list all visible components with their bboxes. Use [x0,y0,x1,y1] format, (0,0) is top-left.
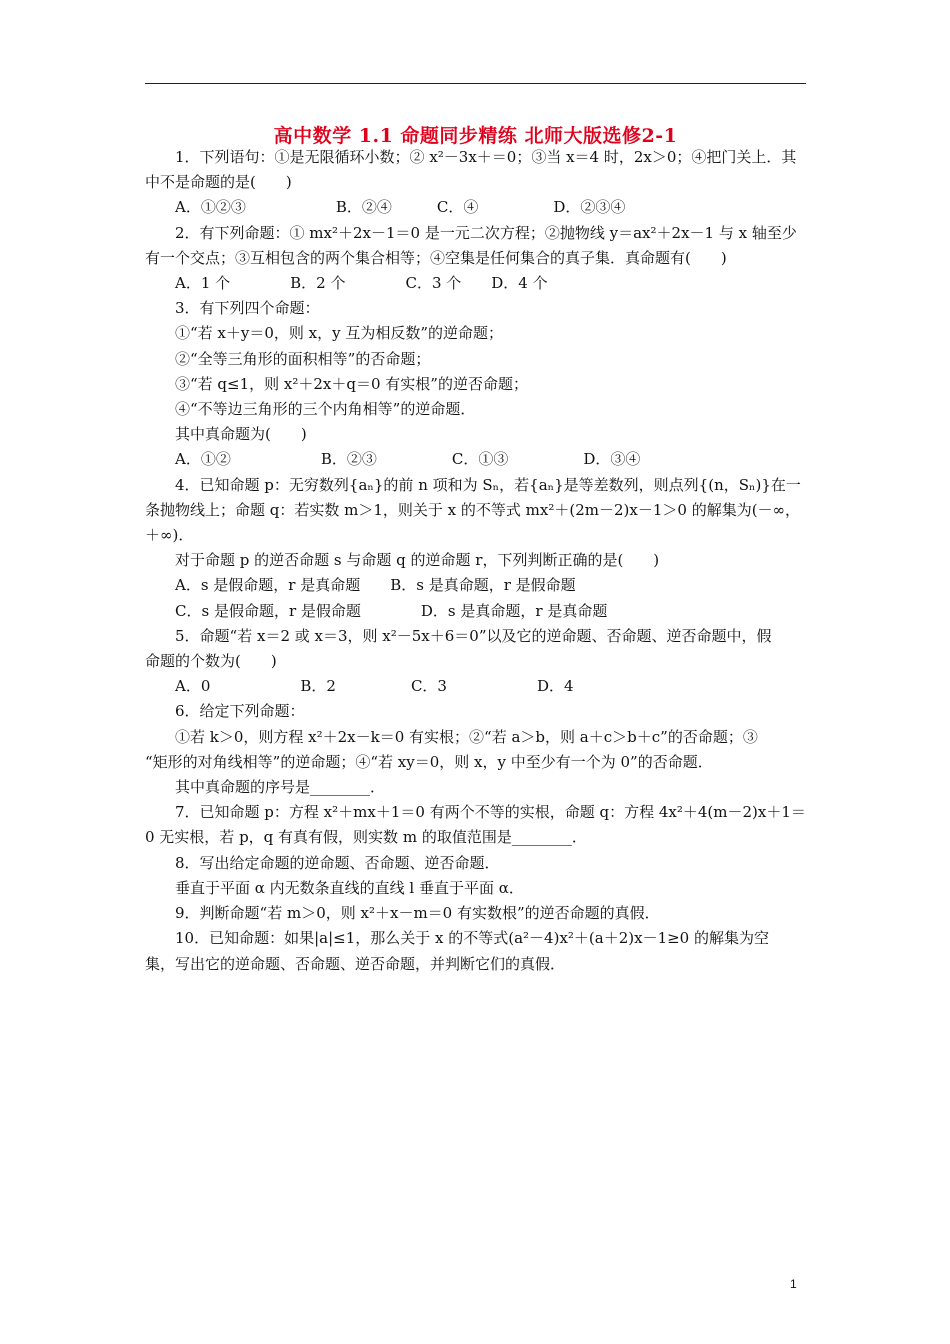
text-line: 条抛物线上；命题 q：若实数 m＞1，则关于 x 的不等式 mx²＋(2m－2)x－1＞0 的解集为(－∞， [145,500,801,519]
text-line: 5．命题“若 x＝2 或 x＝3，则 x²－5x＋6＝0”以及它的逆命题、否命题、逆否命题中，假 [175,626,772,645]
page-number: 1 [790,1277,797,1291]
document-title: 高中数学 1.1 命题同步精练 北师大版选修2-1 [273,125,678,147]
header-rule [145,83,806,84]
text-line: 9．判断命题“若 m＞0，则 x²＋x－m＝0 有实数根”的逆否命题的真假． [175,904,660,923]
text-line: 2．有下列命题：① mx²＋2x－1＝0 是一元二次方程；②抛物线 y＝ax²＋2x－1 与 x 轴至少 [175,223,797,242]
text-line: 0 无实根，若 p，q 有真有假，则实数 m 的取值范围是________． [145,828,587,847]
text-line: 集，写出它的逆命题、否命题、逆否命题，并判断它们的真假． [145,954,566,973]
text-line: 有一个交点；③互相包含的两个集合相等；④空集是任何集合的真子集．真命题有( ) [145,248,727,267]
text-line: ＋∞)． [145,526,194,545]
text-line: 7．已知命题 p：方程 x²＋mx＋1＝0 有两个不等的实根，命题 q：方程 4x²＋4(m－2)x＋1＝ [175,803,806,822]
text-line: 10．已知命题：如果|a|≤1，那么关于 x 的不等式(a²－4)x²＋(a＋2)x－1≥0 的解集为空 [175,929,769,948]
text-line: 命题的个数为( ) [145,652,277,671]
text-line: 8．写出给定命题的逆命题、否命题、逆否命题． [175,853,500,872]
text-line: A．①②③ B．②④ C．④ D．②③④ [175,198,626,217]
text-line: ③“若 q≤1，则 x²＋2x＋q＝0 有实根”的逆否命题； [175,374,528,393]
text-line: A．①② B．②③ C．①③ D．③④ [175,450,641,469]
text-line: 6．给定下列命题： [175,702,305,721]
text-line: A．1 个 B．2 个 C．3 个 D．4 个 [175,274,548,293]
text-line: ①“若 x＋y＝0，则 x，y 互为相反数”的逆命题； [175,324,504,343]
text-line: A．s 是假命题，r 是真命题 B．s 是真命题，r 是假命题 [175,576,576,595]
text-line: 1．下列语句：①是无限循环小数；② x²－3x＋＝0；③当 x＝4 时，2x＞0；④把门关上．其 [175,148,797,166]
text-line: A．0 B．2 C．3 D．4 [175,677,574,696]
text-line: 3．有下列四个命题： [175,299,320,318]
text-line: C．s 是假命题，r 是假命题 D．s 是真命题，r 是真命题 [175,601,608,620]
text-line: “矩形的对角线相等”的逆命题；④“若 xy＝0，则 x，y 中至少有一个为 0”的否命题． [145,752,713,771]
text-line: ②“全等三角形的面积相等”的否命题； [175,349,431,368]
text-line: 其中真命题为( ) [175,425,307,444]
text-line: 4．已知命题 p：无穷数列{aₙ}的前 n 项和为 Sₙ，若{aₙ}是等差数列，则点列{(n，Sₙ)}在一 [175,475,801,494]
text-line: 垂直于平面 α 内无数条直线的直线 l 垂直于平面 α． [175,878,524,897]
text-line: 其中真命题的序号是________． [175,778,386,797]
text-line: 中不是命题的是( ) [145,173,292,192]
text-line: ④“不等边三角形的三个内角相等”的逆命题． [175,400,476,419]
document-body [145,145,807,977]
text-line: 对于命题 p 的逆否命题 s 与命题 q 的逆命题 r，下列判断正确的是( ) [175,551,660,570]
text-line: ①若 k＞0，则方程 x²＋2x－k＝0 有实根；②“若 a＞b，则 a＋c＞b＋c”的否命题；③ [175,727,758,746]
